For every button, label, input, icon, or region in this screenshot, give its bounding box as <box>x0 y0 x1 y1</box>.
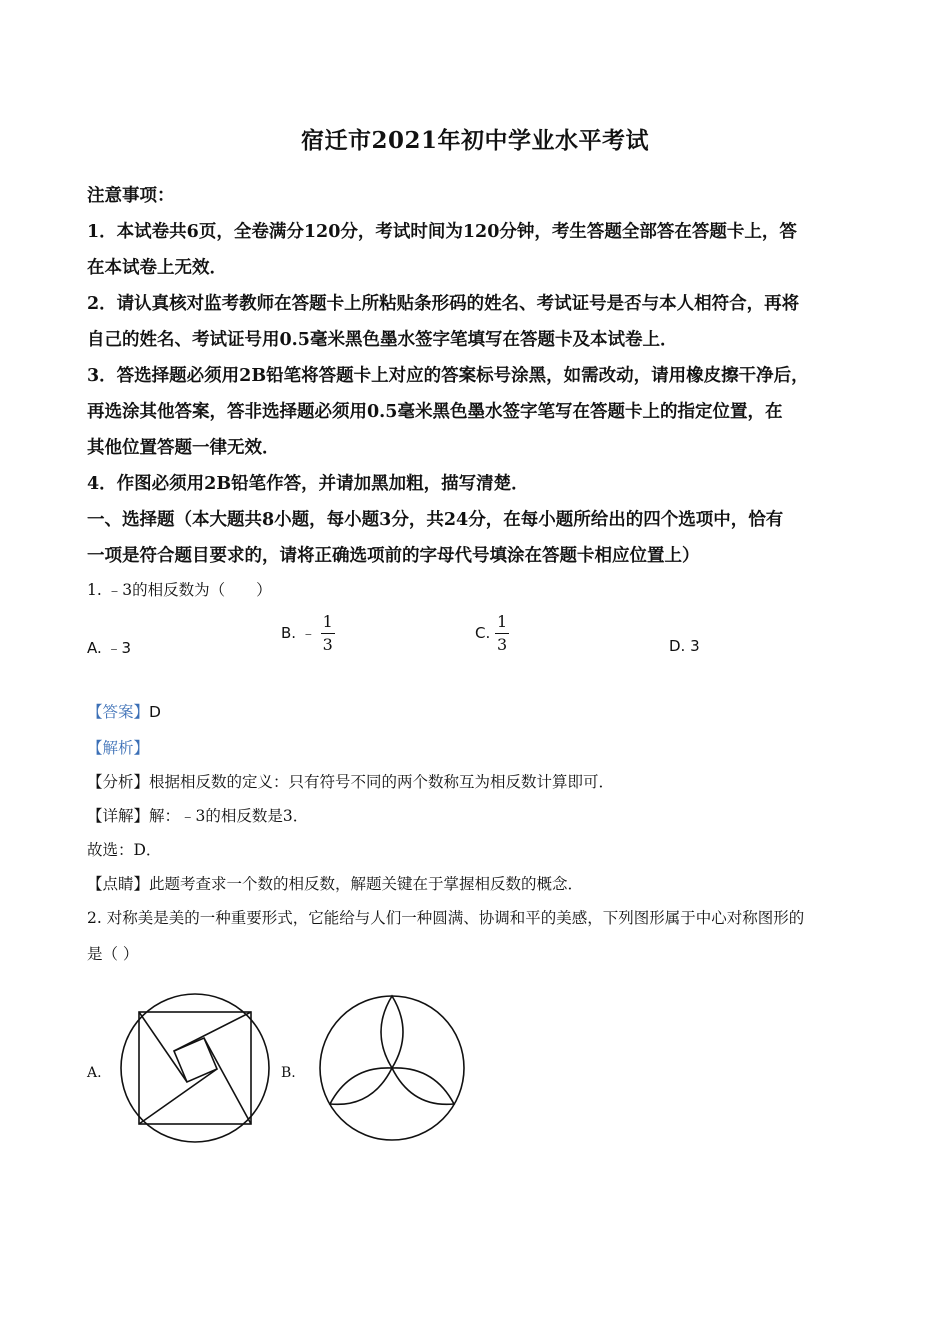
figure-a-line-4 <box>139 1069 217 1124</box>
figure-a-line-2 <box>174 1012 251 1051</box>
notice-line-2: 在本试卷上无效． <box>87 258 227 278</box>
figure-b-petal-right <box>392 1068 454 1104</box>
q1-stem: 1. ﹣3的相反数为（ ） <box>87 581 272 599</box>
notice-line-6: 再选涂其他答案，答非选择题必须用0.5毫米黑色墨水签字笔写在答题卡上的指定位置，在 <box>87 402 783 422</box>
figure-a-circle <box>121 994 269 1142</box>
q2-figure-a-label: A. <box>87 1065 102 1081</box>
q1-option-a: A. ﹣3 <box>87 639 132 657</box>
q2-figure-b-label: B. <box>281 1065 296 1081</box>
figure-b-petal-left <box>330 1068 392 1104</box>
figure-a-line-3 <box>204 1038 251 1124</box>
q1-option-c-prefix: C. <box>475 624 491 642</box>
q1-option-b-prefix: B. ﹣ <box>281 624 316 642</box>
q1-option-d: D. 3 <box>669 637 700 655</box>
q1-option-c-numerator: 1 <box>495 614 509 634</box>
q1-option-c-fraction <box>495 614 509 653</box>
exam-title: 宿迁市2021年初中学业水平考试 <box>300 127 649 154</box>
q1-dianjing: 【点睛】此题考查求一个数的相反数，解题关键在于掌握相反数的概念． <box>87 875 584 893</box>
figure-a-inner-square <box>174 1038 217 1082</box>
figure-a-outer-square <box>139 1012 251 1124</box>
q1-option-b-fraction <box>321 614 335 653</box>
q1-option-c <box>475 614 509 653</box>
analysis-tag: 【解析】 <box>87 739 150 757</box>
q1-option-b-numerator: 1 <box>321 614 335 634</box>
section-heading-line-1: 一、选择题（本大题共8小题，每小题3分，共24分，在每小题所给出的四个选项中，恰有 <box>87 510 784 530</box>
notice-line-5: 3．答选择题必须用2B铅笔将答题卡上对应的答案标号涂黑，如需改动，请用橡皮擦干净后， <box>87 366 809 386</box>
q1-answer-line <box>87 700 161 722</box>
answer-value: D <box>149 703 161 721</box>
notice-line-1: 1．本试卷共6页，全卷满分120分，考试时间为120分钟，考生答题全部答在答题卡上，答 <box>87 222 797 242</box>
figure-b-petal-top <box>381 996 403 1068</box>
q1-option-c-denominator: 3 <box>497 635 508 654</box>
q2-stem-line-1: 2. 对称美是美的一种重要形式，它能给与人们一种圆满、协调和平的美感，下列图形属于中心对称图形的 <box>87 909 805 927</box>
q1-option-b <box>281 614 335 653</box>
q1-option-b-denominator: 3 <box>322 635 333 654</box>
notice-heading: 注意事项： <box>87 186 175 206</box>
q1-guxuan: 故选：D． <box>87 841 162 859</box>
answer-tag: 【答案】 <box>87 703 150 721</box>
q2-figure-b <box>316 990 468 1146</box>
figure-a-line-1 <box>139 1012 187 1082</box>
q1-fenxi: 【分析】根据相反数的定义：只有符号不同的两个数称互为相反数计算即可． <box>87 773 615 791</box>
notice-line-4: 自己的姓名、考试证号用0.5毫米黑色墨水签字笔填写在答题卡及本试卷上． <box>87 330 678 350</box>
notice-line-8: 4．作图必须用2B铅笔作答，并请加黑加粗，描写清楚． <box>87 474 529 494</box>
q2-stem-line-2: 是（ ） <box>87 945 139 963</box>
section-heading-line-2: 一项是符合题目要求的，请将正确选项前的字母代号填涂在答题卡相应位置上） <box>87 546 700 566</box>
q2-figure-a <box>117 990 273 1146</box>
notice-line-3: 2．请认真核对监考教师在答题卡上所粘贴条形码的姓名、考试证号是否与本人相符合，再将 <box>87 294 800 314</box>
q1-xiangjie: 【详解】解：﹣3的相反数是3． <box>87 807 309 825</box>
notice-line-7: 其他位置答题一律无效． <box>87 438 280 458</box>
